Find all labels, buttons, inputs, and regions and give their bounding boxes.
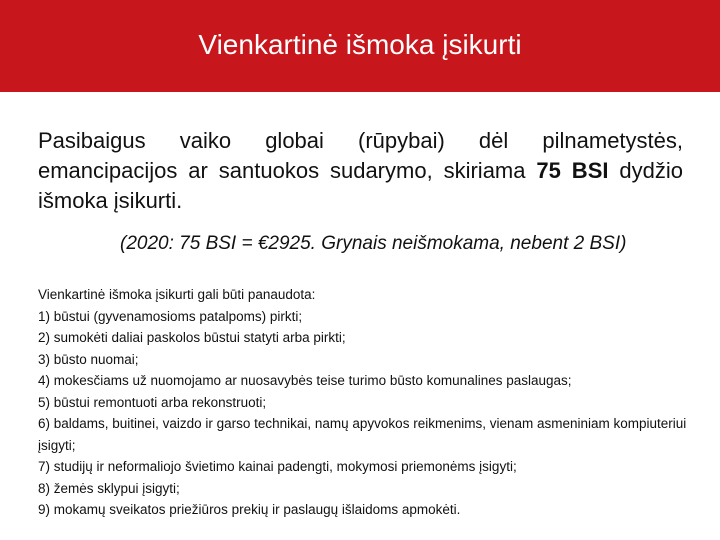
title-bar: [0, 0, 720, 92]
list-item: 9) mokamų sveikatos priežiūros prekių ir paslaugų išlaidoms apmokėti.: [38, 502, 461, 517]
list-item: 4) mokesčiams už nuomojamo ar nuosavybės teise turimo būsto komunalines paslaugas;: [38, 373, 572, 388]
intro-text-part2: dydžio išmoka įsikurti.: [38, 158, 683, 213]
list-item: 5) būstui remontuoti arba rekonstruoti;: [38, 394, 267, 410]
value-note: (2020: 75 BSI = €2925. Grynais neišmokama, nebent 2 BSI): [120, 233, 627, 254]
list-item: 2) sumokėti daliai paskolos būstui statyti arba pirkti;: [38, 330, 346, 345]
list-item: 7) studijų ir neformaliojo švietimo kainai padengti, mokymosi priemonėms įsigyti;: [38, 459, 517, 474]
list-item: 6) baldams, buitinei, vaizdo ir garso technikai, namų apyvokos reikmenims, vienam asmeniniam kompiuteriui įsigyti;: [38, 416, 687, 453]
benefit-amount: 75 BSI: [536, 158, 609, 183]
list-item: 8) žemės sklypui įsigyti;: [38, 480, 180, 496]
intro-paragraph: [38, 126, 683, 216]
purposes-list: [38, 306, 698, 521]
purposes-section: [38, 284, 698, 521]
intro-text-part1: Pasibaigus vaiko globai (rūpybai) dėl pilnametystės, emancipacijos ar santuokos sudarymo, skiriama: [38, 128, 683, 183]
list-item: 1) būstui (gyvenamosioms patalpoms) pirkti;: [38, 308, 303, 324]
page-title: Vienkartinė išmoka įsikurti: [198, 29, 522, 60]
purposes-heading: Vienkartinė išmoka įsikurti gali būti panaudota:: [38, 287, 316, 302]
list-item: 3) būsto nuomai;: [38, 351, 139, 367]
